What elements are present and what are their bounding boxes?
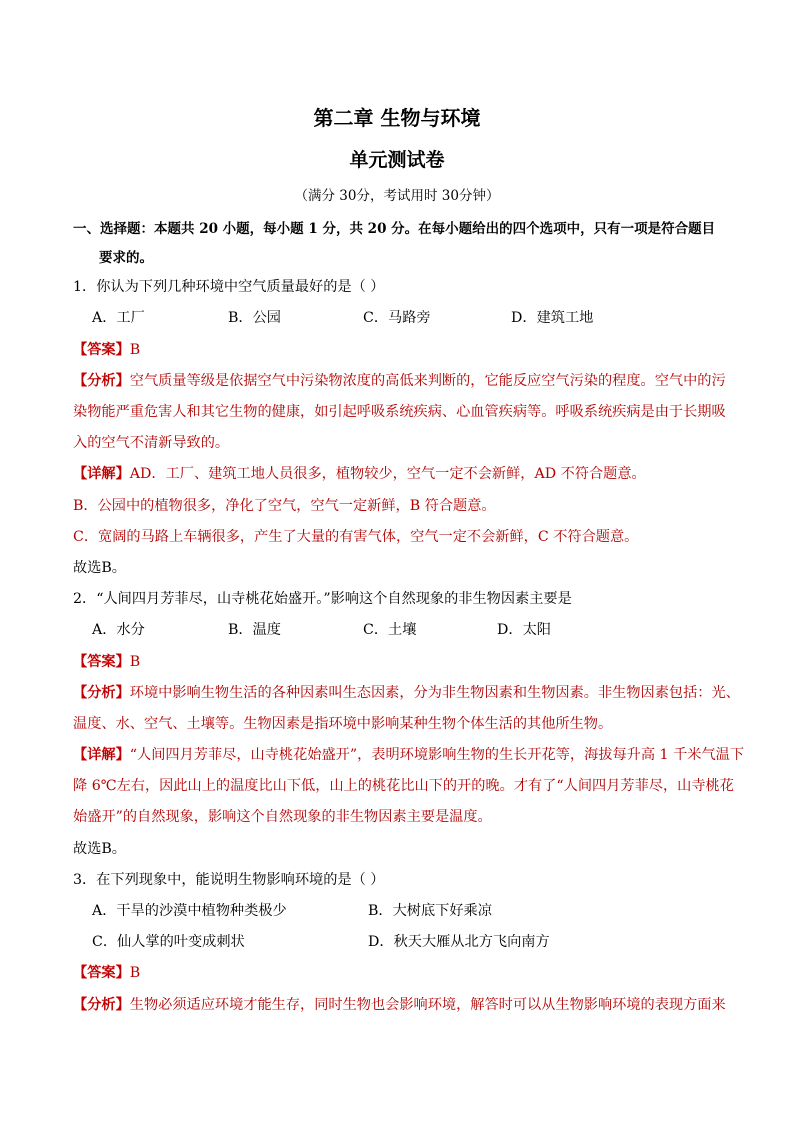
detail-text: AD．工厂、建筑工地人员很多，植物较少，空气一定不会新鲜，AD 不符合题意。 <box>129 466 646 482</box>
q2-conclusion: 故选B。 <box>73 841 126 857</box>
q1-detail-line-2: B．公园中的植物很多，净化了空气，空气一定新鲜，B 符合题意。 <box>73 498 496 514</box>
analysis-tag: 【分析】 <box>73 685 130 701</box>
q1-detail-line-3: C．宽阔的马路上车辆很多，产生了大量的有害气体，空气一定不会新鲜，C 不符合题意。 <box>73 529 639 545</box>
score-note: （满分 30分，考试用时 30分钟） <box>294 188 500 204</box>
q2-analysis-line-1 <box>73 683 740 703</box>
q3-option-d: D．秋天大雁从北方飞向南方 <box>368 934 550 950</box>
answer-value: B <box>129 965 141 981</box>
q2-option-c: C．土壤 <box>363 622 417 638</box>
q1-option-c: C．马路旁 <box>363 310 431 326</box>
q2-answer <box>73 652 140 672</box>
test-title: 单元测试卷 <box>349 149 445 171</box>
q2-option-b: B．温度 <box>228 622 281 638</box>
section-heading-line-1: 一、选择题：本题共 20 小题，每小题 1 分，共 20 分。在每小题给出的四个选项中，只有一项是符合题目 <box>73 221 716 237</box>
q1-analysis-line-2: 染物能严重危害人和其它生物的健康，如引起呼吸系统疾病、心血管疾病等。呼吸系统疾病是由于长期吸 <box>73 404 726 420</box>
q2-analysis-line-2: 温度、水、空气、土壤等。生物因素是指环境中影响某种生物个体生活的其他所生物。 <box>73 716 613 732</box>
q3-analysis-line-1 <box>73 995 726 1015</box>
section-heading-line-2: 要求的。 <box>99 250 153 266</box>
q1-option-b: B．公园 <box>228 310 281 326</box>
q1-stem: 1．你认为下列几种环境中空气质量最好的是（ ） <box>73 279 385 295</box>
q2-detail-line-3: 始盛开”的自然现象，影响这个自然现象的非生物因素主要是温度。 <box>73 809 492 825</box>
answer-tag: 【答案】 <box>73 342 130 358</box>
q3-option-b: B．大树底下好乘凉 <box>368 903 492 919</box>
q3-option-a: A．干旱的沙漠中植物种类极少 <box>92 903 287 919</box>
q3-option-c: C．仙人掌的叶变成刺状 <box>92 934 245 950</box>
analysis-text: 环境中影响生物生活的各种因素叫生态因素，分为非生物因素和生物因素。非生物因素包括：光、 <box>129 685 740 701</box>
q2-detail-line-2: 降 6℃左右，因此山上的温度比山下低，山上的桃花比山下的开的晚。才有了“人间四月芳菲尽，山寺桃花 <box>73 778 734 794</box>
detail-text: “人间四月芳菲尽，山寺桃花始盛开”，表明环境影响生物的生长开花等，海拔每升高 1 千米气温下 <box>129 747 745 763</box>
analysis-tag: 【分析】 <box>73 373 130 389</box>
q2-stem: 2．“人间四月芳菲尽，山寺桃花始盛开。”影响这个自然现象的非生物因素主要是 <box>73 591 572 607</box>
q2-detail-line-1 <box>73 745 744 765</box>
q1-answer <box>73 340 140 360</box>
analysis-text: 空气质量等级是依据空气中污染物浓度的高低来判断的，它能反应空气污染的程度。空气中的污 <box>129 373 726 389</box>
detail-tag: 【详解】 <box>73 466 130 482</box>
q1-option-d: D．建筑工地 <box>511 310 594 326</box>
q2-option-a: A．水分 <box>92 622 145 638</box>
analysis-text: 生物必须适应环境才能生存，同时生物也会影响环境，解答时可以从生物影响环境的表现方面来 <box>129 997 726 1013</box>
q1-analysis-line-1 <box>73 371 726 391</box>
q1-detail-line-1 <box>73 464 646 484</box>
analysis-tag: 【分析】 <box>73 997 130 1013</box>
detail-tag: 【详解】 <box>73 747 130 763</box>
q3-stem: 3．在下列现象中，能说明生物影响环境的是（ ） <box>73 872 385 888</box>
section-heading <box>73 215 733 273</box>
q1-analysis-line-3: 入的空气不清新导致的。 <box>73 435 230 451</box>
q3-answer <box>73 963 140 983</box>
answer-tag: 【答案】 <box>73 965 130 981</box>
q1-conclusion: 故选B。 <box>73 560 126 576</box>
q1-option-a: A．工厂 <box>92 310 145 326</box>
answer-tag: 【答案】 <box>73 654 130 670</box>
answer-value: B <box>129 342 141 358</box>
chapter-title: 第二章 生物与环境 <box>313 106 481 130</box>
answer-value: B <box>129 654 141 670</box>
q2-option-d: D．太阳 <box>497 622 551 638</box>
